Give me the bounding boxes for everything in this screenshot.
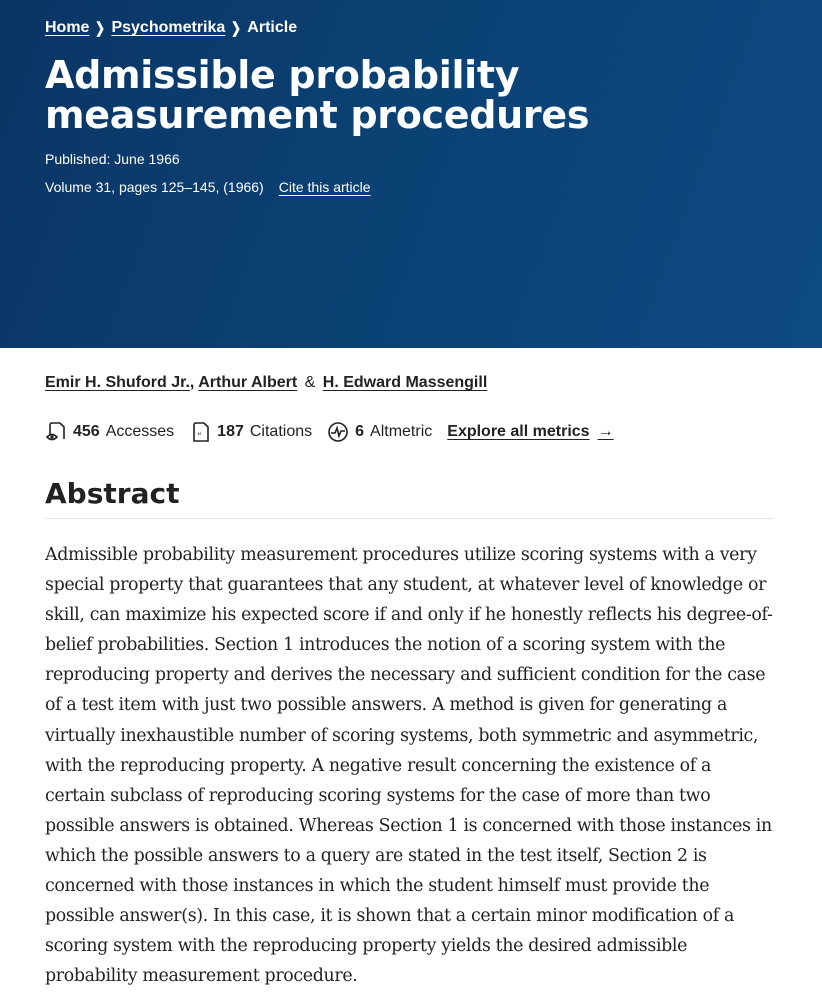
breadcrumb-journal-link[interactable]: Psychometrika [111, 19, 226, 36]
abstract-text: Admissible probability measurement procedures utilize scoring systems with a very special property that guarantees that any student, at whatever level of knowledge or skill, can maximize his expected score if and only if he honestly reflects his degree-of-belief probabilities. Section 1 introduces the notion of a scoring system with the reproducing property and derives the necessary and sufficient condition for the case of a test item with just two possible answers. A method is given for generating a virtually inexhaustible number of scoring systems, both symmetric and asymmetric, with the reproducing property. A negative result concerning the existence of a certain subclass of reproducing scoring systems for the case of more than two possible answers is obtained. Whereas Section 1 is concerned with those instances in which the possible answers to a query are stated in the test itself, Section 2 is concerned with those instances in which the student himself must provide the possible answer(s). In this case, it is shown that a certain minor modification of a scoring system with the reproducing property yields the desired admissible probability measurement procedure. [45, 545, 773, 987]
section-divider [45, 518, 774, 519]
author-link[interactable]: H. Edward Massengill [322, 374, 488, 391]
metric-citations [189, 421, 312, 443]
svg-text:“: “ [197, 432, 202, 442]
author-ampersand: & [304, 374, 316, 391]
author-link[interactable]: Arthur Albert [198, 374, 298, 391]
author-link[interactable]: Emir H. Shuford Jr. [45, 374, 190, 391]
cite-article-link[interactable]: Cite this article [278, 179, 371, 195]
volume-info: Volume 31, pages 125–145, (1966) [45, 179, 264, 195]
breadcrumb-home-link[interactable]: Home [45, 19, 90, 36]
citations-count: 187 [217, 423, 244, 440]
page-title: Admissible probability measurement procedures [45, 53, 590, 137]
published-date: Published: June 1966 [45, 151, 180, 167]
author-separator: , [189, 374, 195, 391]
altmetric-label: Altmetric [370, 423, 433, 440]
citations-label: Citations [249, 423, 313, 440]
accesses-count: 456 [73, 423, 100, 440]
abstract-heading: Abstract [45, 477, 180, 510]
explore-metrics-link[interactable] [447, 423, 613, 441]
explore-metrics-label: Explore all metrics [447, 423, 590, 440]
arrow-right-icon: → [597, 423, 614, 440]
metric-accesses [45, 421, 174, 443]
altmetric-icon [327, 421, 349, 443]
breadcrumb [45, 19, 297, 37]
chevron-right-icon: ❯ [95, 20, 106, 37]
volume-info-row [45, 179, 371, 195]
author-list [45, 374, 487, 392]
metric-altmetric [327, 421, 432, 443]
accesses-label: Accesses [105, 423, 175, 440]
chevron-right-icon: ❯ [231, 20, 242, 37]
breadcrumb-current: Article [247, 19, 298, 36]
altmetric-score: 6 [355, 423, 365, 440]
accesses-icon [45, 421, 67, 443]
citations-icon [189, 421, 211, 443]
article-header [0, 0, 822, 348]
metrics-bar [45, 421, 614, 443]
